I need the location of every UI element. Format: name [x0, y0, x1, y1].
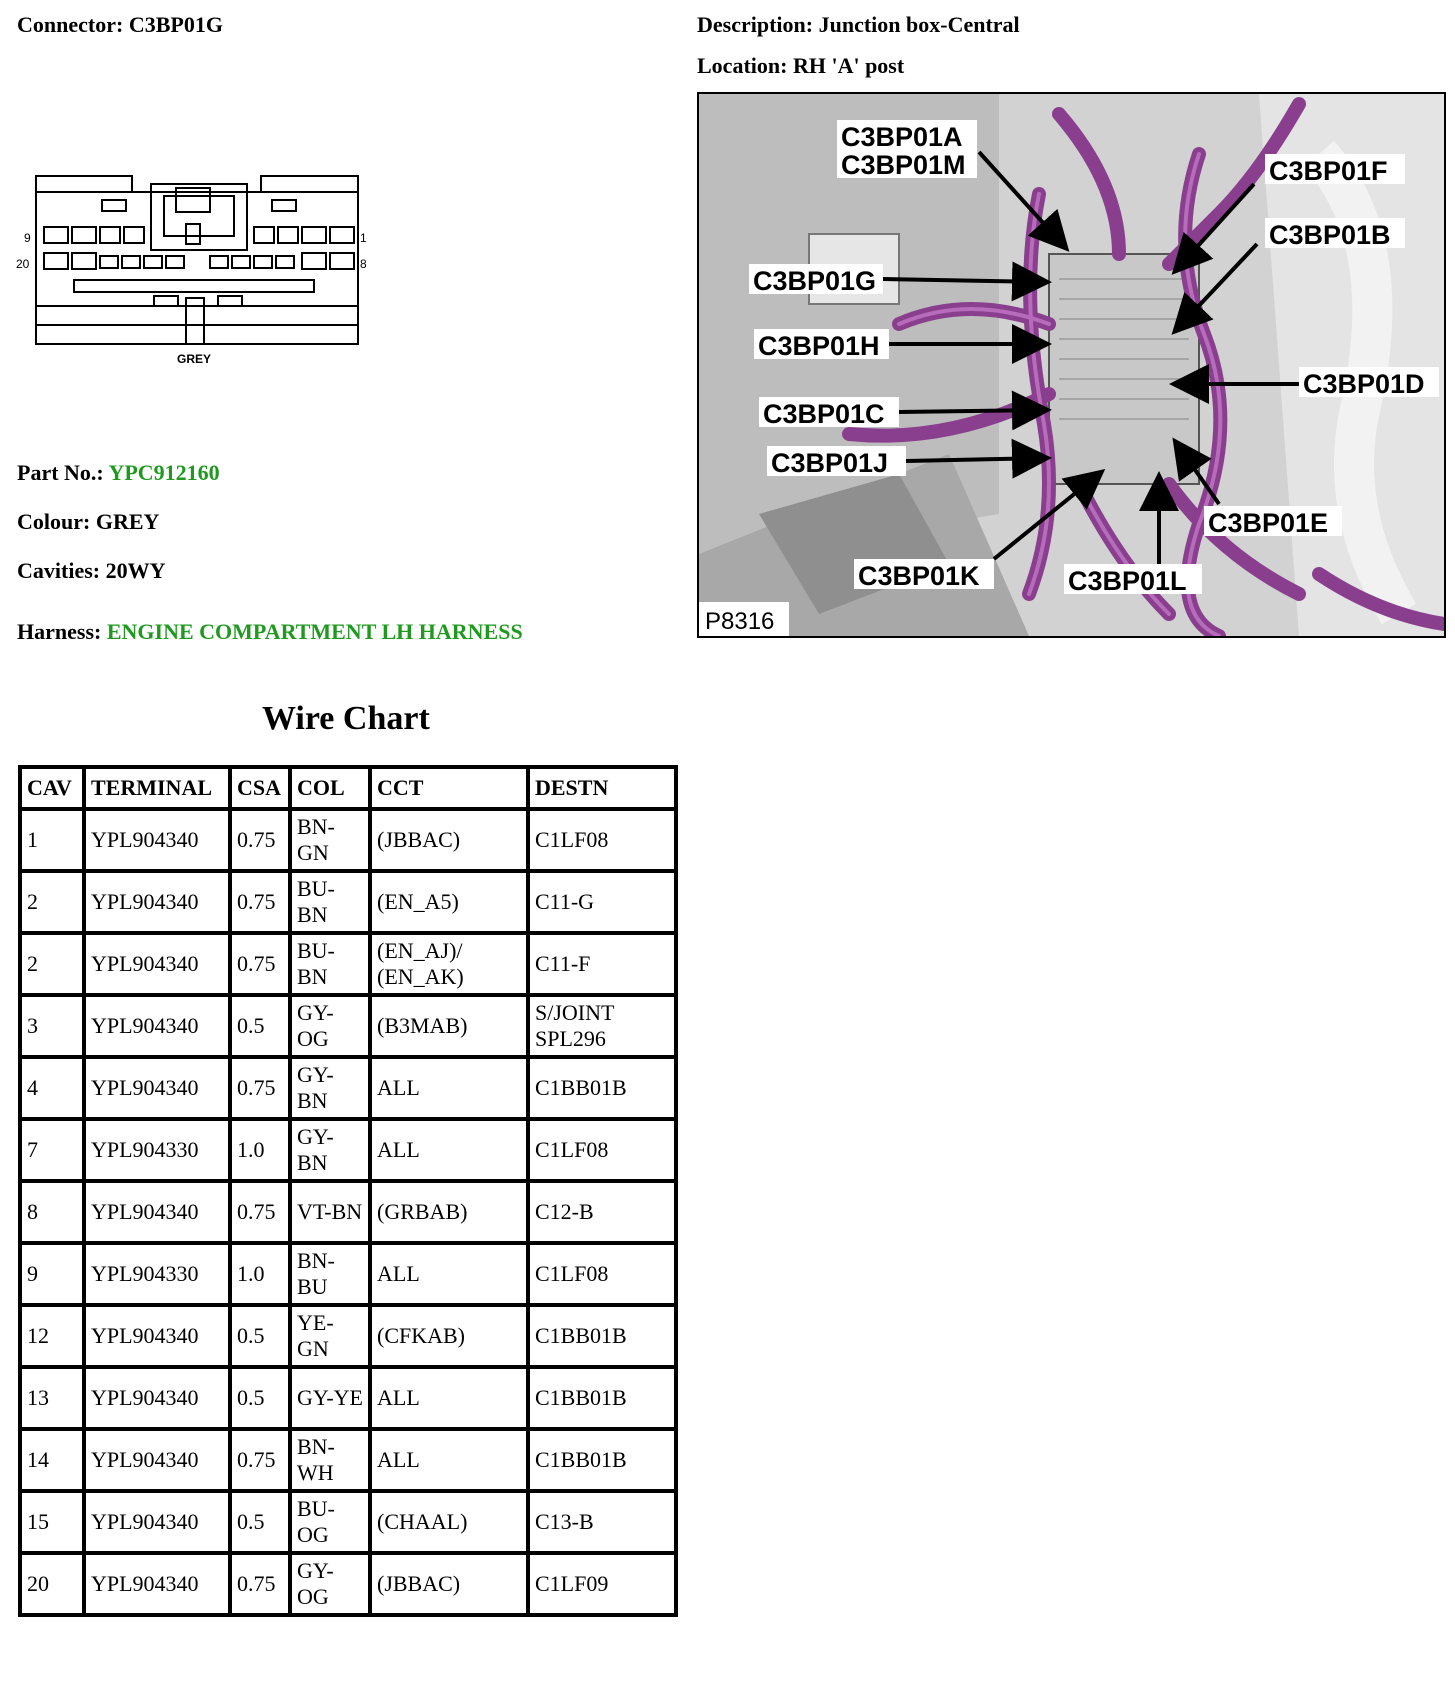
- description-value: Junction box-Central: [818, 12, 1020, 37]
- cell-cct: ALL: [370, 1243, 528, 1305]
- cavities-value: 20WY: [105, 558, 166, 583]
- callout-c3bp01m: C3BP01M: [841, 150, 966, 180]
- wire-chart-title: Wire Chart: [262, 700, 430, 737]
- cell-destn: C1LF08: [528, 1119, 676, 1181]
- cell-cct: ALL: [370, 1367, 528, 1429]
- cavities-label: Cavities:: [17, 558, 101, 583]
- table-row: [20, 1119, 676, 1181]
- location-value: RH 'A' post: [792, 53, 905, 78]
- cell-cav: 2: [20, 933, 84, 995]
- callout-c3bp01h: C3BP01H: [758, 331, 880, 361]
- part-no-link[interactable]: YPC912160: [108, 460, 220, 485]
- cell-col: YE-GN: [290, 1305, 370, 1367]
- header-terminal: TERMINAL: [84, 767, 230, 809]
- table-row: [20, 1491, 676, 1553]
- colour-value: GREY: [95, 509, 160, 534]
- cell-cav: 20: [20, 1553, 84, 1615]
- cell-csa: 0.75: [230, 1429, 290, 1491]
- pin-number-left-bottom: 20: [16, 257, 30, 271]
- cell-destn: C1LF09: [528, 1553, 676, 1615]
- table-row: [20, 1429, 676, 1491]
- cell-terminal: YPL904340: [84, 933, 230, 995]
- table-row: [20, 1243, 676, 1305]
- table-row: [20, 1057, 676, 1119]
- location-field: [697, 53, 904, 79]
- cell-csa: 0.75: [230, 1057, 290, 1119]
- callout-c3bp01a: C3BP01A: [841, 122, 963, 152]
- cell-csa: 0.5: [230, 1491, 290, 1553]
- cell-destn: S/JOINT SPL296: [528, 995, 676, 1057]
- cell-col: VT-BN: [290, 1181, 370, 1243]
- header-csa: CSA: [230, 767, 290, 809]
- cell-col: GY-BN: [290, 1119, 370, 1181]
- location-label: Location:: [697, 53, 788, 78]
- part-no-label: Part No.:: [17, 460, 104, 485]
- cell-terminal: YPL904340: [84, 1553, 230, 1615]
- cell-csa: 0.75: [230, 809, 290, 871]
- cell-csa: 0.75: [230, 1181, 290, 1243]
- cell-cav: 9: [20, 1243, 84, 1305]
- cell-destn: C1BB01B: [528, 1057, 676, 1119]
- cavities-field: [17, 558, 165, 584]
- cell-terminal: YPL904340: [84, 1429, 230, 1491]
- connector-field: [17, 12, 223, 38]
- table-row: [20, 1367, 676, 1429]
- wire-chart-table: [18, 765, 678, 1617]
- cell-destn: C1BB01B: [528, 1305, 676, 1367]
- table-row: [20, 1553, 676, 1615]
- cell-col: BN-GN: [290, 809, 370, 871]
- figure-id: P8316: [705, 608, 775, 635]
- callout-c3bp01d: C3BP01D: [1303, 369, 1425, 399]
- cell-col: BU-OG: [290, 1491, 370, 1553]
- table-row: [20, 1181, 676, 1243]
- pin-number-right-bottom: 8: [360, 257, 367, 271]
- callout-c3bp01c: C3BP01C: [763, 399, 885, 429]
- harness-link[interactable]: ENGINE COMPARTMENT LH HARNESS: [106, 619, 523, 644]
- cell-col: BN-BU: [290, 1243, 370, 1305]
- header-col: COL: [290, 767, 370, 809]
- cell-destn: C13-B: [528, 1491, 676, 1553]
- cell-cct: ALL: [370, 1429, 528, 1491]
- callout-c3bp01e: C3BP01E: [1208, 508, 1329, 538]
- cell-col: BU-BN: [290, 933, 370, 995]
- table-row: [20, 995, 676, 1057]
- location-photo: [697, 92, 1446, 638]
- cell-cct: ALL: [370, 1119, 528, 1181]
- cell-destn: C1BB01B: [528, 1367, 676, 1429]
- cell-csa: 0.75: [230, 871, 290, 933]
- callout-c3bp01l: C3BP01L: [1068, 566, 1187, 596]
- cell-cct: (B3MAB): [370, 995, 528, 1057]
- cell-csa: 0.5: [230, 995, 290, 1057]
- colour-field: [17, 509, 159, 535]
- cell-col: GY-OG: [290, 995, 370, 1057]
- cell-cav: 3: [20, 995, 84, 1057]
- diagram-colour-code: GREY: [177, 352, 212, 366]
- cell-destn: C1BB01B: [528, 1429, 676, 1491]
- cell-cav: 7: [20, 1119, 84, 1181]
- description-label: Description:: [697, 12, 814, 37]
- cell-terminal: YPL904340: [84, 809, 230, 871]
- harness-field: [17, 619, 523, 645]
- cell-destn: C1LF08: [528, 1243, 676, 1305]
- cell-cct: (JBBAC): [370, 809, 528, 871]
- cell-csa: 0.5: [230, 1305, 290, 1367]
- header-cct: CCT: [370, 767, 528, 809]
- connector-label: Connector:: [17, 12, 124, 37]
- pin-number-right-top: 1: [360, 231, 367, 245]
- cell-col: BN-WH: [290, 1429, 370, 1491]
- cell-col: GY-BN: [290, 1057, 370, 1119]
- cell-terminal: YPL904330: [84, 1243, 230, 1305]
- cell-cav: 15: [20, 1491, 84, 1553]
- cell-terminal: YPL904340: [84, 995, 230, 1057]
- cell-terminal: YPL904340: [84, 1367, 230, 1429]
- table-row: [20, 871, 676, 933]
- cell-csa: 0.75: [230, 933, 290, 995]
- callout-c3bp01k: C3BP01K: [858, 561, 980, 591]
- cell-cct: (EN_AJ)/ (EN_AK): [370, 933, 528, 995]
- cell-destn: C11-G: [528, 871, 676, 933]
- connector-value: C3BP01G: [128, 12, 223, 37]
- cell-csa: 0.5: [230, 1367, 290, 1429]
- table-row: [20, 933, 676, 995]
- cell-cav: 14: [20, 1429, 84, 1491]
- cell-cct: (CHAAL): [370, 1491, 528, 1553]
- header-destn: DESTN: [528, 767, 676, 809]
- colour-label: Colour:: [17, 509, 91, 534]
- cell-col: BU-BN: [290, 871, 370, 933]
- cell-destn: C11-F: [528, 933, 676, 995]
- callout-c3bp01j: C3BP01J: [771, 448, 889, 478]
- description-field: [697, 12, 1020, 38]
- harness-label: Harness:: [17, 619, 102, 644]
- connector-face-diagram: [14, 170, 374, 370]
- cell-terminal: YPL904330: [84, 1119, 230, 1181]
- cell-cct: (JBBAC): [370, 1553, 528, 1615]
- cell-col: GY-YE: [290, 1367, 370, 1429]
- callout-c3bp01g: C3BP01G: [753, 266, 877, 296]
- cell-cav: 1: [20, 809, 84, 871]
- cell-terminal: YPL904340: [84, 1491, 230, 1553]
- header-cav: CAV: [20, 767, 84, 809]
- cell-terminal: YPL904340: [84, 871, 230, 933]
- cell-cct: (CFKAB): [370, 1305, 528, 1367]
- table-row: [20, 809, 676, 871]
- cell-csa: 0.75: [230, 1553, 290, 1615]
- cell-destn: C1LF08: [528, 809, 676, 871]
- cell-cav: 4: [20, 1057, 84, 1119]
- cell-cav: 12: [20, 1305, 84, 1367]
- cell-col: GY-OG: [290, 1553, 370, 1615]
- callout-c3bp01b: C3BP01B: [1269, 220, 1391, 250]
- table-row: [20, 1305, 676, 1367]
- cell-csa: 1.0: [230, 1119, 290, 1181]
- cell-cct: ALL: [370, 1057, 528, 1119]
- cell-cav: 8: [20, 1181, 84, 1243]
- callout-c3bp01f: C3BP01F: [1269, 156, 1388, 186]
- cell-cav: 2: [20, 871, 84, 933]
- cell-cct: (GRBAB): [370, 1181, 528, 1243]
- part-no-field: [17, 460, 220, 486]
- cell-cav: 13: [20, 1367, 84, 1429]
- cell-destn: C12-B: [528, 1181, 676, 1243]
- cell-terminal: YPL904340: [84, 1181, 230, 1243]
- pin-number-left-top: 9: [24, 231, 31, 245]
- cell-terminal: YPL904340: [84, 1057, 230, 1119]
- cell-terminal: YPL904340: [84, 1305, 230, 1367]
- cell-cct: (EN_A5): [370, 871, 528, 933]
- table-header-row: [20, 767, 676, 809]
- cell-csa: 1.0: [230, 1243, 290, 1305]
